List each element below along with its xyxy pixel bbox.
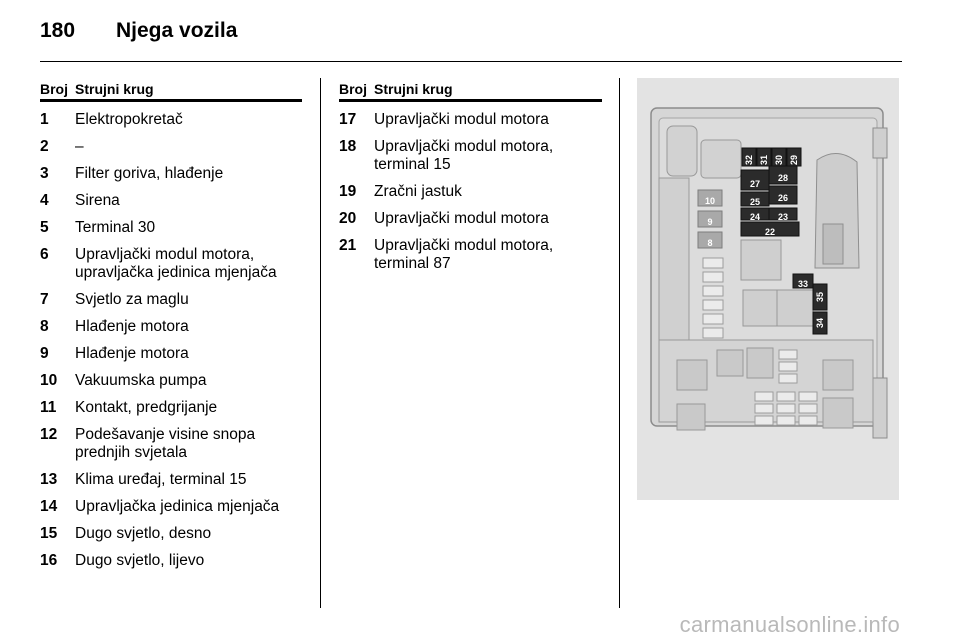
table-row	[40, 318, 302, 336]
fuse-label: 26	[777, 193, 789, 203]
column-header-circuit: Strujni krug	[374, 81, 453, 97]
table-row	[339, 237, 602, 273]
circuit-description: Vakuumska pumpa	[75, 372, 207, 389]
fuse-number: 11	[40, 399, 57, 416]
fuse-label: 27	[749, 179, 761, 189]
circuit-description: –	[75, 138, 84, 155]
fuse-number: 5	[40, 219, 49, 236]
table-row	[40, 138, 302, 156]
relay	[743, 290, 779, 326]
column-header-number: Broj	[40, 81, 68, 97]
table-row	[40, 426, 302, 462]
table-row	[40, 399, 302, 417]
fuse-number: 20	[339, 210, 357, 227]
relay	[741, 240, 781, 280]
circuit-description: Kontakt, predgrijanje	[75, 399, 218, 416]
fuse-number: 9	[40, 345, 49, 362]
fuse-label: 24	[749, 212, 761, 222]
table-row	[40, 525, 302, 543]
fuse-number: 15	[40, 525, 58, 542]
fuse-label: 28	[777, 173, 789, 183]
fuse-label: 9	[707, 217, 713, 227]
page-title: Njega vozila	[116, 19, 238, 42]
fuse-number: 17	[339, 111, 357, 128]
clip	[873, 128, 887, 158]
table-row	[40, 165, 302, 183]
table-row	[40, 498, 302, 516]
table-row	[40, 552, 302, 570]
fuse-table-right	[339, 80, 602, 273]
circuit-description: Hlađenje motora	[75, 345, 189, 362]
fuse-number: 13	[40, 471, 58, 488]
table-row	[40, 471, 302, 489]
fuse-label: 23	[777, 212, 789, 222]
table-header	[339, 80, 602, 102]
fuse-number: 2	[40, 138, 49, 155]
relay	[677, 404, 705, 430]
table-row	[40, 246, 302, 282]
fuse-number: 14	[40, 498, 58, 515]
fuse-number: 10	[40, 372, 58, 389]
cover-plug	[823, 224, 843, 264]
table-row	[40, 111, 302, 129]
column-header-number: Broj	[339, 81, 367, 97]
circuit-description: Elektropokretač	[75, 111, 183, 128]
circuit-description: Terminal 30	[75, 219, 156, 236]
fuse-number: 19	[339, 183, 357, 200]
clip	[873, 378, 887, 438]
table-row	[339, 138, 602, 174]
circuit-description: Klima uređaj, terminal 15	[75, 471, 247, 488]
relay	[823, 360, 853, 390]
fuse-box-svg	[637, 78, 899, 500]
fuse-number: 16	[40, 552, 58, 569]
circuit-description: Upravljački modul motora	[374, 210, 549, 227]
table-row	[339, 111, 602, 129]
relay	[823, 398, 853, 428]
fuse-label: 34	[815, 317, 825, 329]
page-number: 180	[40, 19, 76, 42]
column-divider	[619, 78, 620, 608]
relay	[677, 360, 707, 390]
fuse-number: 7	[40, 291, 49, 308]
table-row	[339, 183, 602, 201]
circuit-description: Podešavanje visine snopa prednjih svjetala	[75, 426, 256, 461]
fuse-number: 6	[40, 246, 49, 263]
fuse-number: 4	[40, 192, 49, 209]
fuse-label: 35	[815, 291, 825, 303]
fuse-number: 1	[40, 111, 49, 128]
fuse-number: 12	[40, 426, 58, 443]
relay	[717, 350, 743, 376]
column-divider	[320, 78, 321, 608]
watermark: carmanualsonline.info	[679, 612, 900, 637]
header-rule	[40, 61, 902, 62]
table-row	[40, 291, 302, 309]
table-row	[339, 210, 602, 228]
fuse-table-left	[40, 80, 302, 570]
circuit-description: Filter goriva, hlađenje	[75, 165, 224, 182]
circuit-description: Upravljačka jedinica mjenjača	[75, 498, 280, 515]
fuse-number: 21	[339, 237, 357, 254]
circuit-description: Svjetlo za maglu	[75, 291, 189, 308]
table-row	[40, 345, 302, 363]
upper-block	[701, 140, 741, 178]
circuit-description: Upravljački modul motora, upravljačka jedinica mjenjača	[75, 246, 277, 281]
page-header	[40, 16, 237, 46]
fuse-label: 31	[759, 154, 769, 166]
circuit-description: Hlađenje motora	[75, 318, 189, 335]
fuse-label: 29	[789, 154, 799, 166]
fuse-label: 8	[707, 238, 713, 248]
fuse-label: 22	[764, 227, 776, 237]
table-header	[40, 80, 302, 102]
circuit-description: Upravljački modul motora, terminal 15	[374, 138, 554, 173]
fuse-box-illustration	[637, 78, 899, 500]
relay	[777, 290, 813, 326]
column-header-circuit: Strujni krug	[75, 81, 154, 97]
fuse-label: 25	[749, 197, 761, 207]
table-row	[40, 372, 302, 390]
table-row	[40, 192, 302, 210]
fuse-label: 32	[744, 154, 754, 166]
circuit-description: Sirena	[75, 192, 120, 209]
fuse-number: 18	[339, 138, 357, 155]
circuit-description: Zračni jastuk	[374, 183, 462, 200]
left-block	[667, 126, 697, 176]
fuse-label: 10	[704, 196, 716, 206]
circuit-description: Upravljački modul motora	[374, 111, 549, 128]
fuse-label: 33	[797, 279, 809, 289]
circuit-description: Upravljački modul motora, terminal 87	[374, 237, 554, 272]
fuse-number: 8	[40, 318, 49, 335]
table-row	[40, 219, 302, 237]
fuse-number: 3	[40, 165, 49, 182]
relay	[747, 348, 773, 378]
fuse-label: 30	[774, 154, 784, 166]
circuit-description: Dugo svjetlo, desno	[75, 525, 212, 542]
circuit-description: Dugo svjetlo, lijevo	[75, 552, 205, 569]
